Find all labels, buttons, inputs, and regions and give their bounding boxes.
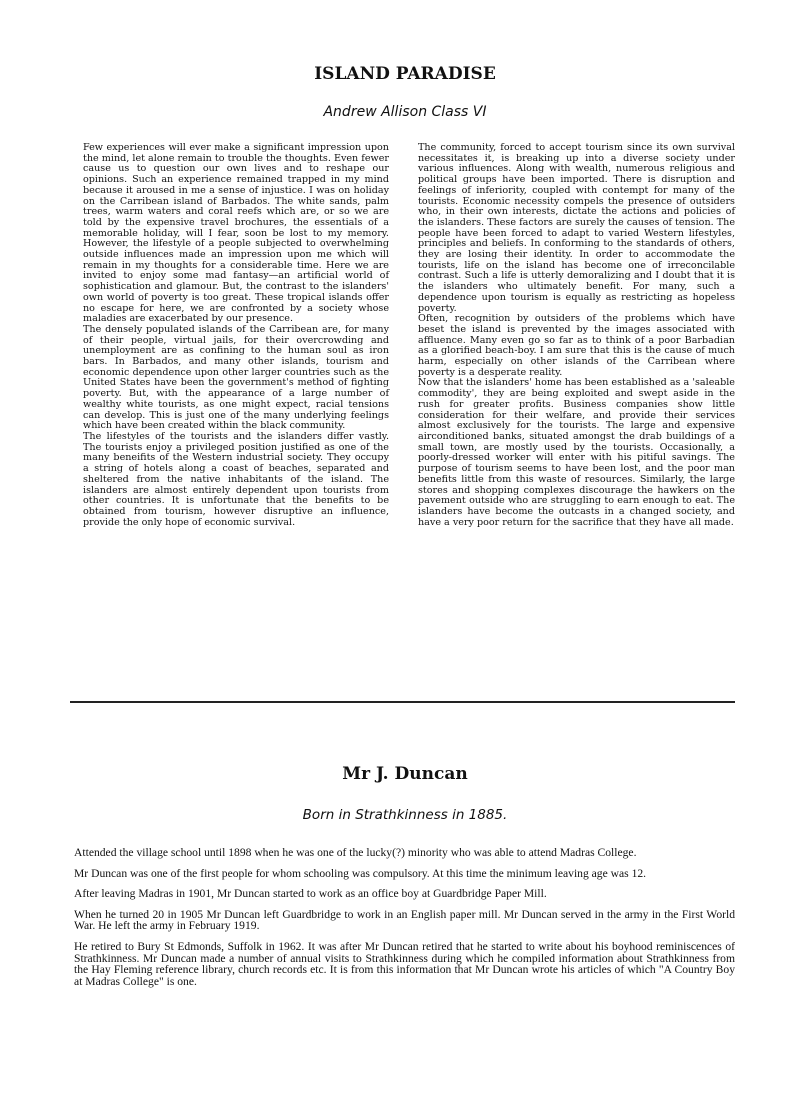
article-paragraph: Often, recognition by outsiders of the problems which have beset the island is prevented by the images associated with affluence. Many even go so far as to think of a poor Barbadian as a glorified beach-boy. I am sure that this is the cause of much harm, especially on other islands of the Carribean where poverty is a desperate reality. [418, 313, 735, 378]
article-paragraph: The lifestyles of the tourists and the islanders differ vastly. The tourists enjoy a privileged position justified as one of the many beneifits of the Western industrial society. They occupy a string of hotels along a coast of beaches, separated and sheltered from the native inhabitants of the island. The islanders are almost entirely dependent upon tourists from other countries. It is unfortunate that the benefits to be obtained from tourism, however disruptive an influence, provide the only hope of economic survival. [83, 430, 389, 528]
article-right-column [418, 143, 735, 528]
profile-paragraph: Attended the village school until 1898 when he was one of the lucky(?) minority who was able to attend Madras College. [74, 846, 637, 859]
profile-paragraph: He retired to Bury St Edmonds, Suffolk in 1962. It was after Mr Duncan retired that he started to write about his boyhood reminiscences of Strathkinness. Mr Duncan made a number of annual visits to Strathkinness during which he compiled information about Strathkinness from the Hay Fleming reference library, church records etc. It is from this information that Mr Duncan wrote his articles of which "A Country Boy at Madras College" is one. [74, 939, 735, 988]
profile-paragraph: After leaving Madras in 1901, Mr Duncan started to work as an office boy at Guardbridge Paper Mill. [74, 887, 547, 901]
profile-body [74, 847, 735, 996]
profile-title: Mr J. Duncan [342, 764, 468, 784]
article-left-column [83, 143, 389, 528]
article-paragraph: The densely populated islands of the Carribean are, for many of their people, virtual jails, for their overcrowding and unemployment are as confining to the human soul as iron bars. In Barbados, and many other islands, tourism and economic dependence upon other larger countries such as the United States have been the government's method of fighting poverty. But, with the appearance of a large number of wealthy white tourists, as one might expect, racial tensions can develop. This is just one of the many underlying feelings which have been created within the black community. [83, 323, 389, 432]
article-paragraph: Now that the islanders' home has been established as a 'saleable commodity', they are being exploited and swept aside in the rush for greater profits. Business companies show little consideration for their welfare, and provide their services almost exclusively for the tourists. The large and expensive airconditioned banks, situated amongst the drab buildings of a small town, are mostly used by the tourists. Occasionally, a poorly-dressed worker will enter with his pitiful savings. The purpose of tourism seems to have been lost, and the poor man benefits little from this waste of resources. Similarly, the large stores and shopping complexes discourage the hawkers on the pavement outside who are struggling to earn enough to eat. The islanders have become the outcasts in a changed society, and have a very poor return for the sacrifice that they have all made. [418, 377, 735, 528]
section-divider [70, 701, 735, 703]
profile-paragraph: When he turned 20 in 1905 Mr Duncan left Guardbridge to work in an English paper mill. Mr Duncan served in the army in the First World War. He left the army in February 1919. [74, 907, 735, 933]
profile-subtitle: Born in Strathkinness in 1885. [302, 807, 508, 823]
article-byline: Andrew Allison Class VI [323, 104, 487, 120]
profile-paragraph: Mr Duncan was one of the first people for whom schooling was compulsory. At this time the minimum leaving age was 12. [74, 866, 647, 880]
article-title: ISLAND PARADISE [314, 64, 496, 84]
article-paragraph: Few experiences will ever make a significant impression upon the mind, let alone remain to trouble the thoughts. Even fewer cause us to question our own lives and to reshape our opinions. Such an experience remained trapped in my mind because it aroused in me a sense of injustice. I was on holiday on the Carribean island of Barbados. The white sands, palm trees, warm waters and coral reefs which are, or so we are told by the expensive travel brochures, the essentials of a memorable holiday, will I fear, soon be lost to my memory. However, the lifestyle of a people subjected to overwhelming outside influences made an impression upon me which will remain in my thoughts for a considerable time. Here we are invited to enjoy some mad fantasy—an artificial world of sophistication and glamour. But, the contrast to the islanders' own world of poverty is too great. These tropical islands offer no escape for here, we are confronted by a society whose maladies are exacerbated by our presence. [83, 142, 389, 325]
article-paragraph: The community, forced to accept tourism since its own survival necessitates it, is breaking up into a diverse society under various influences. Along with wealth, numerous religious and political groups have been imported. There is disruption and feelings of inferiority, coupled with contempt for many of the tourists. Economic necessity compels the presence of outsiders who, in their own interests, dictate the actions and policies of the islanders. These factors are surely the causes of tension. The people have been forced to adapt to varied Western lifestyles, principles and beliefs. In conforming to the standards of others, they are losing their identity. In order to accommodate the tourists, life on the island has become one of irreconcilable contrast. Such a life is utterly demoralizing and I doubt that it is the islanders who ultimately benefit. For many, such a dependence upon tourism is equally as restricting as hopeless poverty. [418, 142, 735, 314]
